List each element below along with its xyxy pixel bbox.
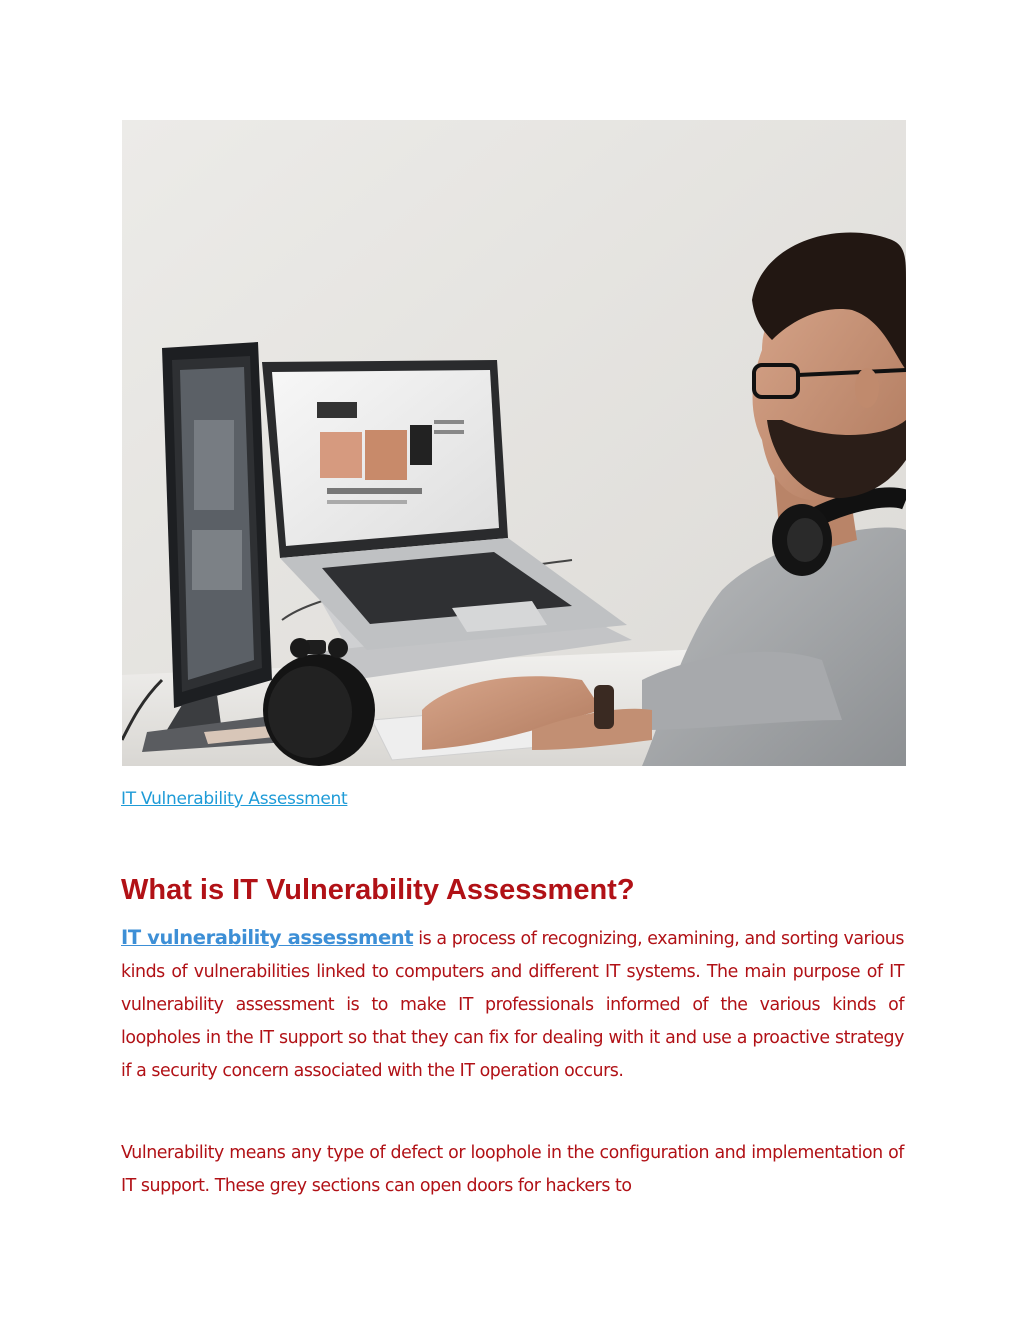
office-photo xyxy=(122,120,906,766)
paragraph-definition xyxy=(121,921,904,1088)
office-photo-illustration xyxy=(122,120,906,766)
section-heading: What is IT Vulnerability Assessment? xyxy=(121,874,635,906)
paragraph-definition-text: is a process of recognizing, examining, and sorting various kinds of vulnerabilities linked to computers and different IT systems. The main purpose of IT vulnerability assessment is to make IT professionals informed of the various kinds of loopholes in the IT support so that they can fix for dealing with it and use a proactive strategy if a security concern associated with the IT operation occurs. xyxy=(121,929,904,1081)
caption-link[interactable]: IT Vulnerability Assessment xyxy=(121,789,348,809)
paragraph-vulnerability: Vulnerability means any type of defect or loophole in the configuration and implementation of IT support. These grey sections can open doors for hackers to xyxy=(121,1143,904,1196)
it-vulnerability-assessment-link[interactable]: IT vulnerability assessment xyxy=(121,926,414,949)
